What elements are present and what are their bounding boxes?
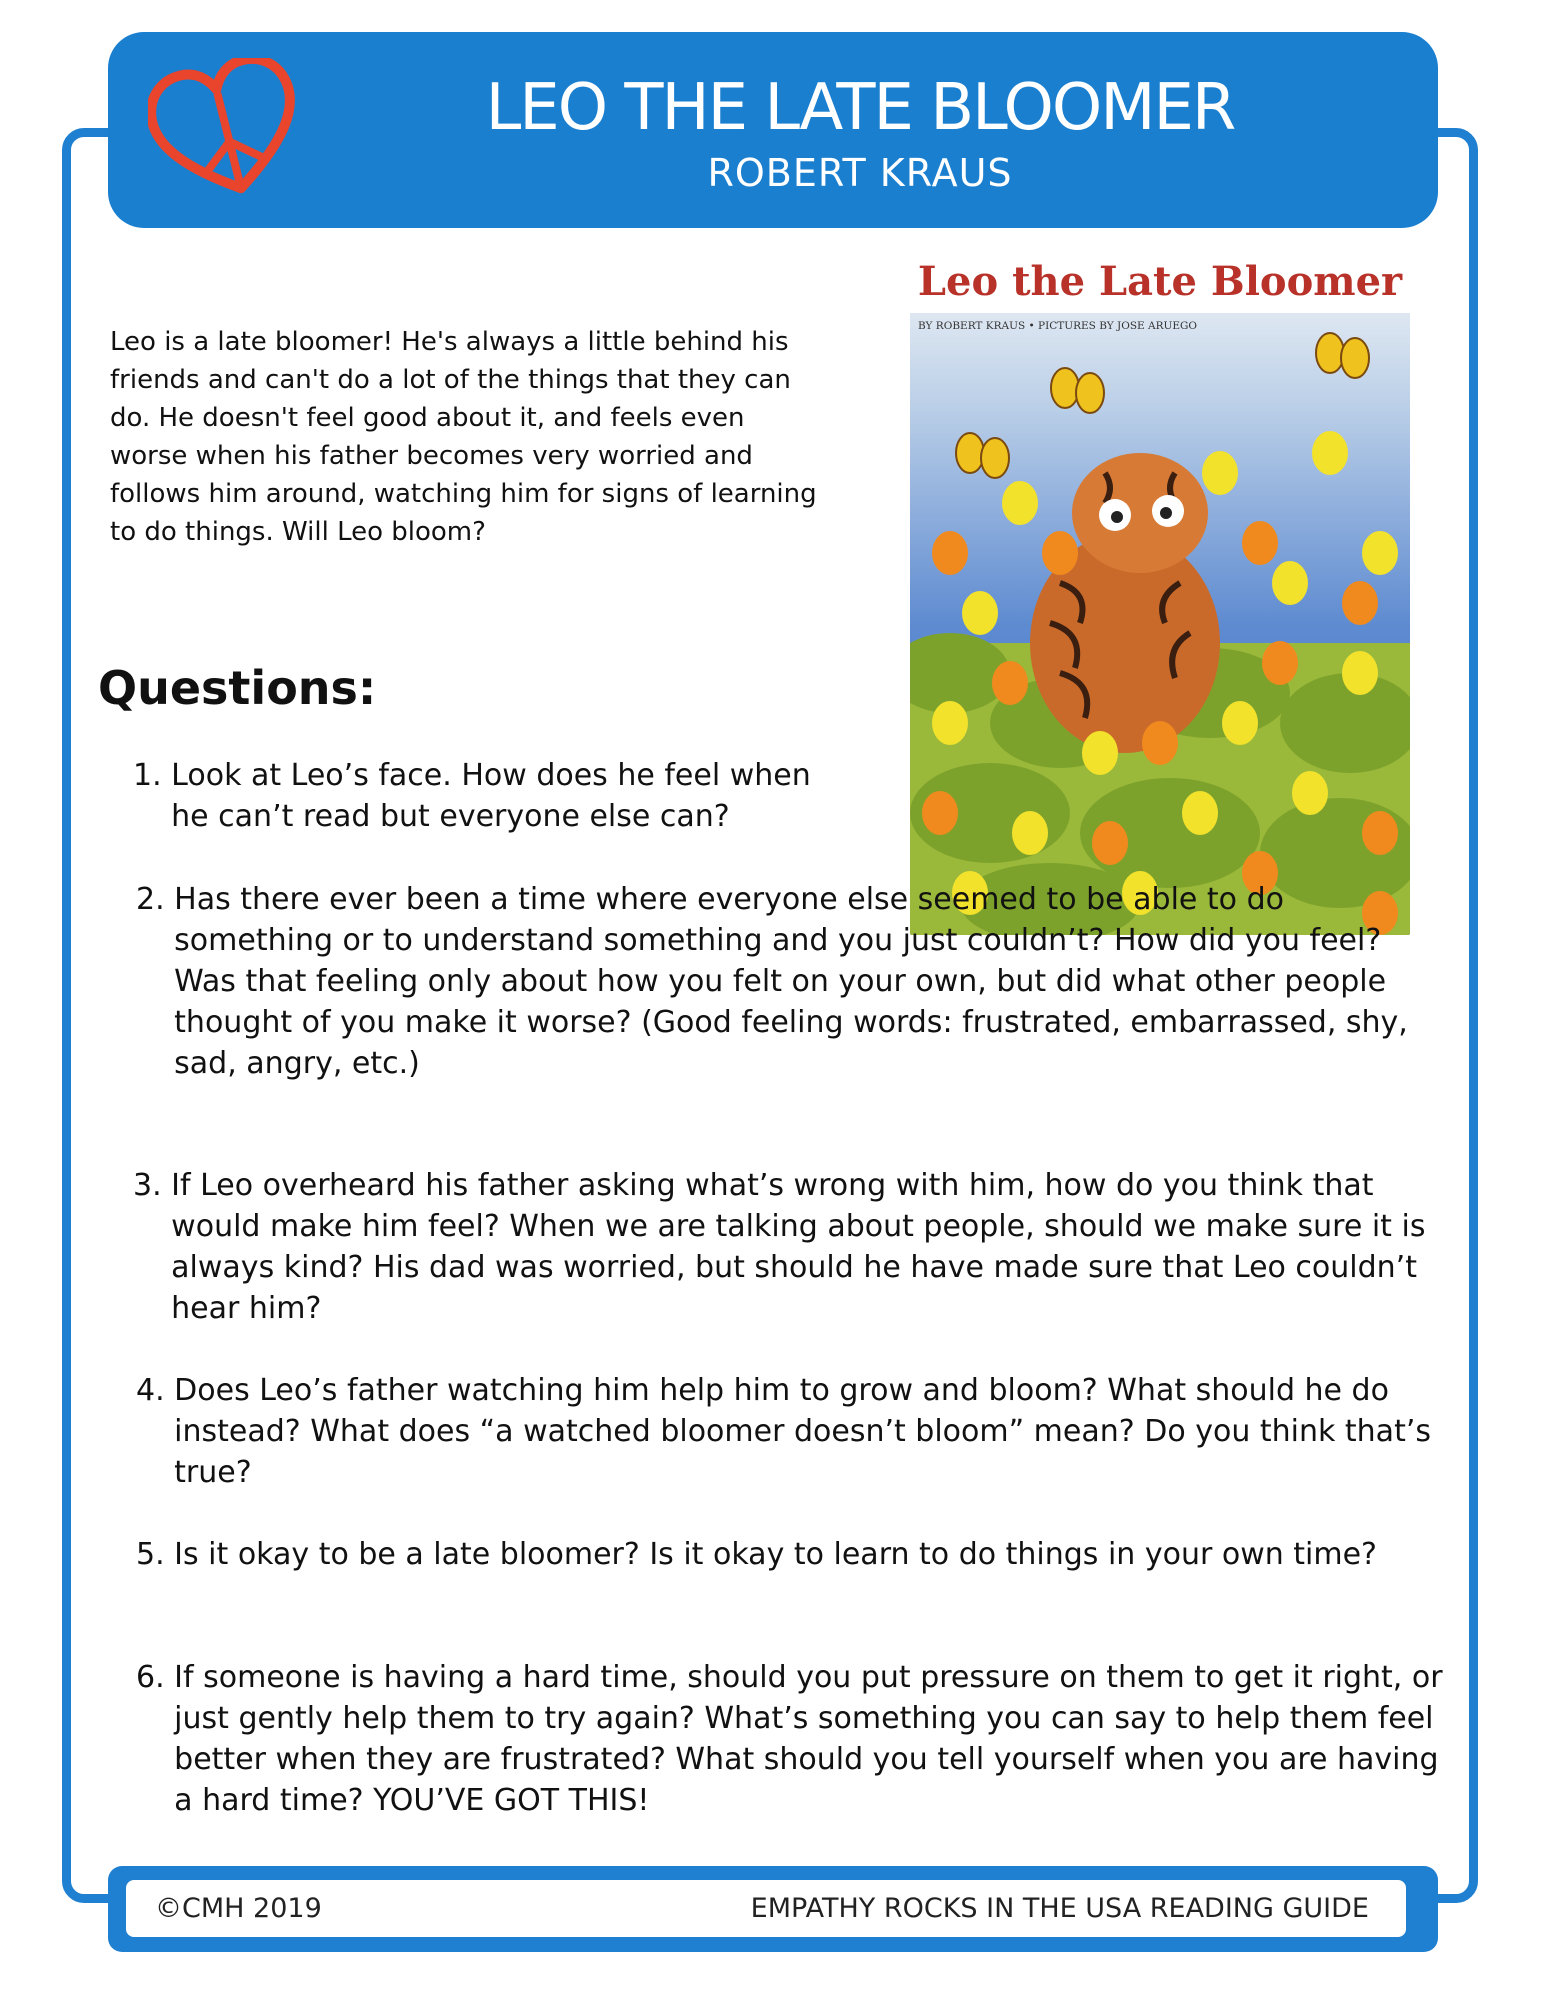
question-text: Has there ever been a time where everyone else seemed to be able to do something or to understand something and you just couldn’t? How did you feel? Was that feeling only about how you felt on your own, but did what other people thought of you make it worse? (Good feeling words: frustrated, embarrassed, shy, sad, angry, etc.) [174,882,1408,1081]
question-text: If Leo overheard his father asking what’s wrong with him, how do you think that would make him feel? When we are talking about people, should we make sure it is always kind? His dad was worried, but should he have made sure that Leo couldn’t hear him? [171,1168,1426,1326]
question-item [136,1657,1446,1821]
question-item [136,1534,1426,1575]
questions-heading: Questions: [98,661,377,715]
question-number: 6. [136,1660,175,1695]
question-text: Does Leo’s father watching him help him to grow and bloom? What should he do instead? What does “a watched bloomer doesn’t bloom” mean? Do you think that’s true? [174,1373,1431,1490]
book-cover [910,253,1410,935]
cover-byline: BY ROBERT KRAUS • PICTURES BY JOSE ARUEGO [918,320,1198,332]
author-name: ROBERT KRAUS [707,151,1013,195]
guide-name: EMPATHY ROCKS IN THE USA READING GUIDE [750,1893,1369,1924]
question-number: 1. [133,758,172,793]
question-item [136,879,1426,1084]
question-text: Is it okay to be a late bloomer? Is it okay to learn to do things in your own time? [174,1537,1377,1572]
question-number: 2. [136,882,175,917]
book-summary: Leo is a late bloomer! He's always a little behind his friends and can't do a lot of the things that they can do. He doesn't feel good about it, and feels even worse when his father becomes very worried and follows him around, watching him for signs of learning to do things. Will Leo bloom? [110,327,817,547]
question-item [136,1370,1436,1493]
question-text: If someone is having a hard time, should you put pressure on them to get it right, or just gently help them to try again? What’s something you can say to help them feel better when they are frustrated? What should you tell yourself when you are having a hard time? YOU’VE GOT THIS! [174,1660,1443,1818]
copyright: ©CMH 2019 [155,1893,322,1924]
question-item [133,755,853,837]
page-title: LEO THE LATE BLOOMER [485,71,1235,145]
question-number: 3. [133,1168,172,1203]
question-number: 5. [136,1537,175,1572]
cover-title: Leo the Late Bloomer [917,258,1403,305]
question-text: Look at Leo’s face. How does he feel when he can’t read but everyone else can? [171,758,811,834]
question-number: 4. [136,1373,175,1408]
question-item [133,1165,1453,1329]
